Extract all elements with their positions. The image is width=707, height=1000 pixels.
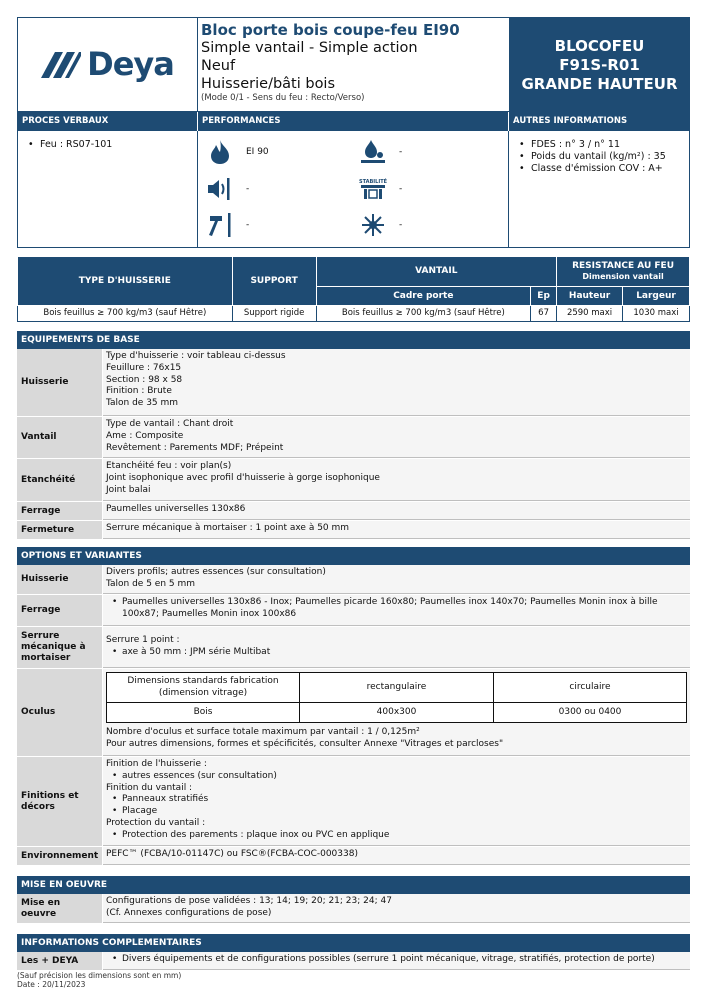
- cell-cadre: Bois feuillus ≥ 700 kg/m3 (sauf Hêtre): [316, 306, 531, 322]
- bullet-line: • autres essences (sur consultation): [106, 771, 687, 783]
- row-label: Oculus: [17, 669, 103, 756]
- row-label: Huisserie: [17, 349, 103, 416]
- perf-air-value: -: [399, 146, 403, 157]
- section-title: INFORMATIONS COMPLEMENTAIRES: [17, 934, 690, 952]
- air-permeability-icon: [361, 140, 385, 164]
- oculus-table: [106, 672, 687, 723]
- row-finitions: [17, 757, 690, 847]
- text-line: Revêtement : Parements MDF; Prépeint: [106, 442, 284, 453]
- row-label: Les + DEYA: [17, 952, 103, 970]
- th-support: SUPPORT: [232, 257, 316, 306]
- text-line: Finition du vantail :: [106, 782, 193, 793]
- pv-header: PROCES VERBAUX: [18, 112, 198, 131]
- row-label: Serrure mécanique à mortaiser: [17, 627, 103, 668]
- th-resist: [557, 257, 690, 287]
- performances-panel: [198, 131, 509, 248]
- text-line: Protection du vantail :: [106, 817, 206, 828]
- title-line-3: Huisserie/bâti bois: [201, 76, 336, 92]
- row-content: Paumelles universelles 130x86: [103, 502, 690, 520]
- tech-table: [17, 256, 690, 322]
- row-mise: [17, 894, 690, 924]
- perf-frost-value: -: [399, 219, 403, 230]
- row-label: Huisserie: [17, 565, 103, 594]
- info-header: AUTRES INFORMATIONS: [509, 112, 690, 131]
- info-list: [509, 131, 690, 248]
- row-content: [103, 595, 690, 626]
- text-line: Pour autres dimensions, formes et spécificités, consulter Annexe "Vitrages et parcloses": [106, 738, 504, 749]
- title-note: (Mode 0/1 - Sens du feu : Recto/Verso): [201, 93, 365, 103]
- th-resist-sub: Dimension vantail: [582, 272, 664, 282]
- title-line-2: Neuf: [201, 58, 236, 74]
- stability-icon: [358, 177, 388, 201]
- table-row: [18, 306, 690, 322]
- th-vantail: VANTAIL: [316, 257, 557, 287]
- row-content: [103, 417, 690, 458]
- code-line-3: GRANDE HAUTEUR: [521, 74, 678, 93]
- logo: [18, 18, 198, 112]
- row-content: [103, 669, 690, 756]
- pv-list: [18, 131, 198, 248]
- row-content: [103, 757, 690, 846]
- row-label: Ferrage: [17, 595, 103, 626]
- section-title: MISE EN OEUVRE: [17, 876, 690, 894]
- th-ep: Ep: [531, 287, 557, 306]
- text-line: Finition de l'huisserie :: [106, 759, 207, 769]
- row-serrure: [17, 627, 690, 669]
- row-content: [103, 952, 690, 970]
- row-label: Ferrage: [17, 502, 103, 520]
- oculus-header: Dimensions standards fabrication (dimension vitrage): [107, 673, 300, 703]
- row-etancheite: [17, 459, 690, 502]
- text-line: Section : 98 x 58: [106, 374, 183, 385]
- bullet-line: • Protection des parements : plaque inox ou PVC en applique: [106, 830, 687, 842]
- frost-icon: [361, 213, 385, 237]
- row-content: [103, 627, 690, 668]
- cell-hauteur: 2590 maxi: [557, 306, 623, 322]
- perf-stability: [358, 177, 403, 201]
- section-options: [17, 547, 690, 866]
- oculus-header: rectangulaire: [300, 673, 494, 703]
- row-oculus: [17, 669, 690, 757]
- bullet-line: • Panneaux stratifiés: [106, 794, 687, 806]
- page-title: Bloc porte bois coupe-feu EI90: [201, 21, 460, 39]
- code-line-1: BLOCOFEU: [554, 36, 645, 55]
- row-content: PEFC™ (FCBA/10-01147C) ou FSC®(FCBA-COC-000338): [103, 847, 690, 865]
- perf-impact-value: -: [246, 219, 250, 230]
- perf-acoustic: [208, 177, 249, 201]
- row-huisserie: [17, 349, 690, 417]
- th-type: TYPE D'HUISSERIE: [18, 257, 233, 306]
- cell-ep: 67: [531, 306, 557, 322]
- row-content: [103, 565, 690, 594]
- row-content: [103, 349, 690, 416]
- th-cadre: Cadre porte: [316, 287, 531, 306]
- text-line: Ame : Composite: [106, 430, 184, 441]
- bullet-line: • Placage: [106, 806, 687, 818]
- perf-fire-value: EI 90: [246, 146, 269, 157]
- text-line: Talon de 35 mm: [106, 398, 179, 409]
- th-largeur: Largeur: [623, 287, 690, 306]
- text-line: (Cf. Annexes configurations de pose): [106, 907, 272, 918]
- text-line: Etanchéité feu : voir plan(s): [106, 461, 232, 471]
- code-line-2: F91S-R01: [559, 55, 640, 74]
- info-item: • Poids du vantail (kg/m²) : 35: [519, 151, 680, 163]
- pv-item: • Feu : RS07-101: [28, 139, 187, 151]
- text-line: Feuillure : 76x15: [106, 362, 182, 373]
- row-label: Etanchéité: [17, 459, 103, 501]
- text-line: Finition : Brute: [106, 386, 172, 397]
- perf-fire: [208, 140, 269, 164]
- footer-note: (Sauf précision les dimensions sont en mm): [17, 971, 182, 980]
- section-title: EQUIPEMENTS DE BASE: [17, 331, 690, 349]
- oculus-cell: 400x300: [300, 703, 494, 723]
- cell-support: Support rigide: [232, 306, 316, 322]
- logo-mark-icon: [41, 52, 81, 78]
- row-fermeture: [17, 521, 690, 540]
- row-huisserie: [17, 565, 690, 595]
- th-hauteur: Hauteur: [557, 287, 623, 306]
- text-line: Divers profils; autres essences (sur consultation): [106, 567, 326, 577]
- oculus-header: circulaire: [494, 673, 687, 703]
- perf-header: PERFORMANCES: [198, 112, 509, 131]
- product-code: [509, 18, 690, 112]
- text-line: Configurations de pose validées : 13; 14; 19; 20; 21; 23; 24; 47: [106, 896, 392, 906]
- stability-label: STABILITÉ: [358, 179, 388, 185]
- row-content: [103, 459, 690, 501]
- row-content: Serrure mécanique à mortaiser : 1 point axe à 50 mm: [103, 521, 690, 539]
- row-vantail: [17, 417, 690, 459]
- text-line: Type de vantail : Chant droit: [106, 419, 234, 429]
- footer: [17, 971, 181, 989]
- text-line: Type d'huisserie : voir tableau ci-dessus: [106, 351, 286, 361]
- oculus-cell: Bois: [107, 703, 300, 723]
- row-label: Finitions et décors: [17, 757, 103, 846]
- row-label: Environnement: [17, 847, 103, 865]
- cell-largeur: 1030 maxi: [623, 306, 690, 322]
- perf-air: [361, 140, 402, 164]
- row-ferrage: [17, 595, 690, 627]
- perf-acoustic-value: -: [246, 183, 250, 194]
- th-resist-title: RESISTANCE AU FEU: [572, 261, 675, 272]
- row-les-plus: [17, 952, 690, 971]
- section-mise-en-oeuvre: [17, 876, 690, 924]
- text-line: Talon de 5 en 5 mm: [106, 578, 196, 589]
- text-line: Joint balai: [106, 484, 151, 495]
- perf-frost: [361, 213, 402, 237]
- text-line: Serrure 1 point :: [106, 635, 180, 645]
- row-label: Mise en oeuvre: [17, 894, 103, 923]
- hammer-icon: [208, 213, 232, 237]
- bullet-line: • Paumelles universelles 130x86 - Inox; Paumelles picarde 160x80; Paumelles inox 140x70; Paumelles Monin inox à bille 100x87; Paumelles Monin inox 100x86: [106, 597, 687, 621]
- section-complementaires: [17, 934, 690, 971]
- cell-type: Bois feuillus ≥ 700 kg/m3 (sauf Hêtre): [18, 306, 233, 322]
- acoustic-icon: [208, 177, 232, 201]
- bullet-line: • Divers équipements et de configurations possibles (serrure 1 point mécanique, vitrage, stratifiés, protection de porte): [106, 954, 687, 966]
- row-content: [103, 894, 690, 923]
- text-line: Joint isophonique avec profil d'huisserie à gorge isophonique: [106, 472, 380, 483]
- info-item: • FDES : n° 3 / n° 11: [519, 139, 680, 151]
- row-label: Vantail: [17, 417, 103, 458]
- fire-icon: [208, 140, 232, 164]
- text-line: Nombre d'oculus et surface totale maximum par vantail : 1 / 0,125m²: [106, 727, 420, 737]
- logo-text: Deya: [87, 45, 174, 84]
- bullet-line: • axe à 50 mm : JPM série Multibat: [106, 647, 687, 659]
- title-line-1: Simple vantail - Simple action: [201, 40, 418, 56]
- section-title: OPTIONS ET VARIANTES: [17, 547, 690, 565]
- row-ferrage: [17, 502, 690, 521]
- header-block: [17, 17, 690, 248]
- title-box: [198, 18, 509, 112]
- perf-impact: [208, 213, 249, 237]
- footer-date: Date : 20/11/2023: [17, 980, 86, 989]
- section-equipements: [17, 331, 690, 540]
- oculus-cell: 0300 ou 0400: [494, 703, 687, 723]
- perf-stability-value: -: [399, 183, 403, 194]
- row-environnement: [17, 847, 690, 866]
- row-label: Fermeture: [17, 521, 103, 539]
- info-item: • Classe d'émission COV : A+: [519, 163, 680, 175]
